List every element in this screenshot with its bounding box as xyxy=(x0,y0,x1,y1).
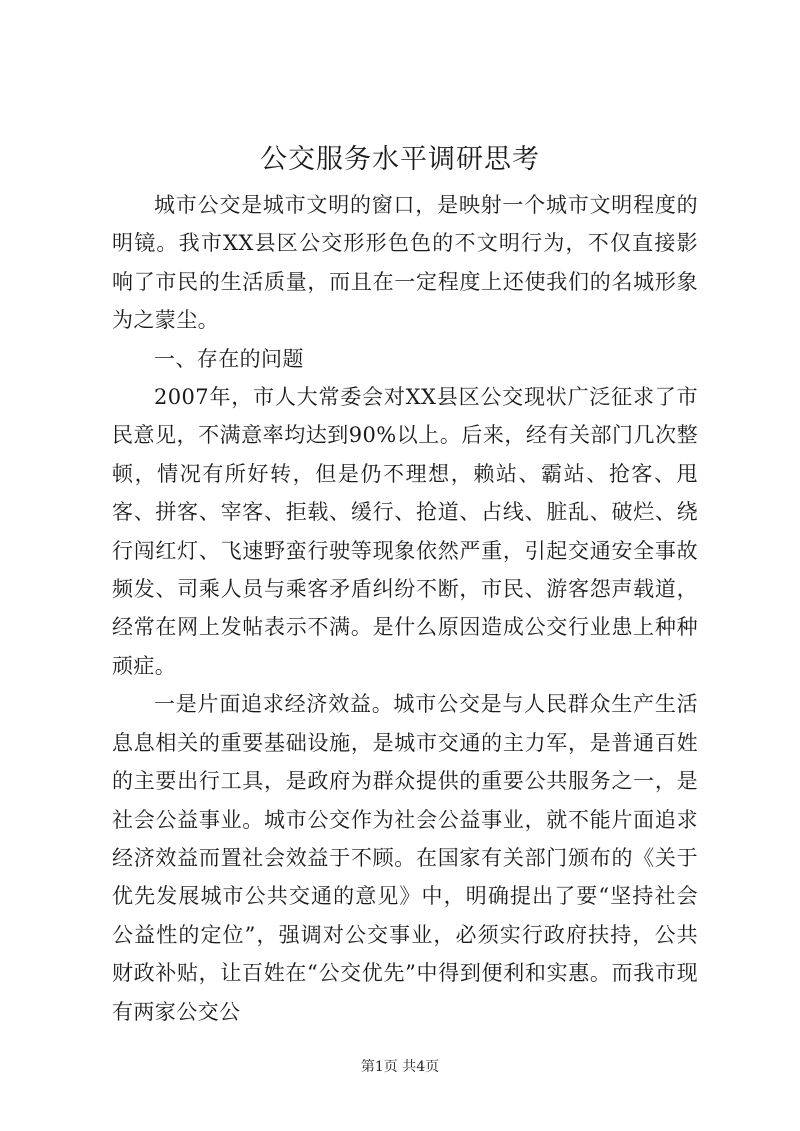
document-body xyxy=(112,186,698,1031)
paragraph-intro: 城市公交是城市文明的窗口，是映射一个城市文明程度的明镜。我市XX县区公交形形色色的不文明行为，不仅直接影响了市民的生活质量，而且在一定程度上还使我们的名城形象为之蒙尘。 xyxy=(112,193,698,333)
paragraph-economic-benefit: 一是片面追求经济效益。城市公交是与人民群众生产生活息息相关的重要基础设施，是城市交通的主力军，是普通百姓的主要出行工具，是政府为群众提供的重要公共服务之一，是社会公益事业。城市公交作为社会公益事业，就不能片面追求经济效益而置社会效益于不顾。在国家有关部门颁布的《关于优先发展城市公共交通的意见》中，明确提出了要“坚持社会公益性的定位”，强调对公交事业，必须实行政府扶持，公共财政补贴，让百姓在“公交优先”中得到便利和实惠。而我市现有两家公交公 xyxy=(112,692,698,1024)
section-heading-problems: 一、存在的问题 xyxy=(154,346,304,371)
page-number: 第1页 共4页 xyxy=(360,1059,440,1075)
paragraph-survey: 2007年，市人大常委会对XX县区公交现状广泛征求了市民意见，不满意率均达到90%以上。后来，经有关部门几次整顿，情况有所好转，但是仍不理想，赖站、霸站、抢客、甩客、拼客、宰客、拒载、缓行、抢道、占线、脏乱、破烂、绕行闯红灯、飞速野蛮行驶等现象依然严重，引起交通安全事故频发、司乘人员与乘客矛盾纠纷不断，市民、游客怨声载道，经常在网上发帖表示不满。是什么原因造成公交行业患上种种顽症。 xyxy=(112,385,698,678)
document-title: 公交服务水平调研思考 xyxy=(260,144,540,175)
